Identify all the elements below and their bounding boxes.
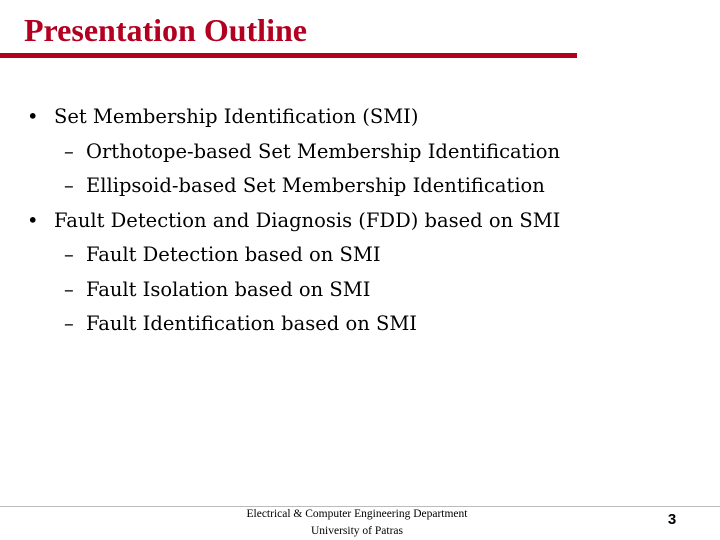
list-item-text: Ellipsoid-based Set Membership Identification (86, 174, 545, 197)
outline-list (0, 100, 700, 342)
footer-university: University of Patras (311, 525, 403, 537)
list-item (0, 204, 700, 239)
list-item (0, 100, 700, 135)
bullet-icon: • (27, 208, 39, 232)
title-underline (0, 53, 577, 58)
dash-icon: – (64, 174, 74, 197)
footer (228, 506, 486, 540)
list-item (0, 238, 700, 273)
list-item (0, 273, 700, 308)
list-item-text: Fault Detection based on SMI (86, 243, 381, 266)
list-item-text: Set Membership Identification (SMI) (54, 105, 419, 128)
list-item (0, 169, 700, 204)
list-item (0, 135, 700, 170)
list-item (0, 307, 700, 342)
page-number: 3 (667, 511, 677, 528)
dash-icon: – (64, 243, 74, 266)
dash-icon: – (64, 277, 74, 301)
slide-title: Presentation Outline (24, 12, 307, 48)
footer-department: Electrical & Computer Engineering Department (246, 508, 468, 520)
list-item-text: Fault Isolation based on SMI (86, 277, 371, 301)
list-item-text: Fault Identification based on SMI (86, 312, 418, 335)
dash-icon: – (64, 139, 74, 163)
bullet-icon: • (27, 105, 39, 128)
list-item-text: Orthotope-based Set Membership Identification (86, 139, 561, 163)
dash-icon: – (64, 312, 74, 335)
list-item-text: Fault Detection and Diagnosis (FDD) based on SMI (54, 208, 561, 232)
